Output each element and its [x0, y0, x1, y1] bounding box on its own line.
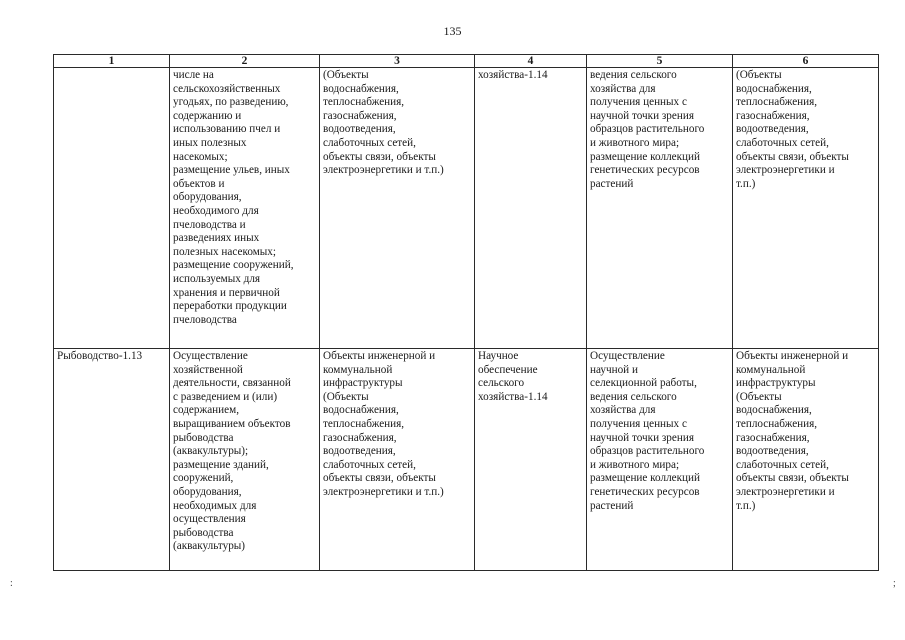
column-header-4: 4 — [475, 55, 587, 68]
column-header-3: 3 — [320, 55, 475, 68]
page-number: 135 — [443, 24, 462, 38]
table-cell-use-description: числе на сельскохозяйственных угодьях, по разведению, содержанию и использованию пчел и иных полезных насекомых; размещение ульев, иных объектов и оборудования, необходимого для пчеловодства и разведениях иных полезных насекомых; размещение сооружений, используемых для хранения и первичной переработки продукции пчеловодства — [170, 68, 320, 349]
column-header-2: 2 — [170, 55, 320, 68]
column-header-5: 5 — [587, 55, 733, 68]
table-cell-conditional-auxiliary-objects: (Объекты водоснабжения, теплоснабжения, газоснабжения, водоотведения, слаботочных сетей, объекты связи, объекты электроэнергетики и т.п.) — [733, 68, 879, 349]
table-cell-use-kind — [54, 68, 170, 349]
table-cell-conditional-use-kind: хозяйства-1.14 — [475, 68, 587, 349]
table-cell-conditional-use-description: ведения сельского хозяйства для получения ценных с научной точки зрения образцов растительного и животного мира; размещение коллекций генетических ресурсов растений — [587, 68, 733, 349]
column-header-6: 6 — [733, 55, 879, 68]
table-cell-conditional-use-kind: Научное обеспечение сельского хозяйства-1.14 — [475, 349, 587, 571]
margin-mark-right: ; — [893, 578, 896, 589]
table-cell-use-kind: Рыбоводство-1.13 — [54, 349, 170, 571]
table-row — [54, 349, 879, 571]
table-cell-conditional-auxiliary-objects: Объекты инженерной и коммунальной инфраструктуры (Объекты водоснабжения, теплоснабжения, газоснабжения, водоотведения, слаботочных сетей, объекты связи, объекты электроэнергетики и т.п.) — [733, 349, 879, 571]
table-header-row — [54, 55, 879, 68]
table-cell-auxiliary-objects: (Объекты водоснабжения, теплоснабжения, газоснабжения, водоотведения, слаботочных сетей, объекты связи, объекты электроэнергетики и т.п.) — [320, 68, 475, 349]
table-row — [54, 68, 879, 349]
column-header-1: 1 — [54, 55, 170, 68]
margin-mark-left: : — [10, 578, 13, 589]
table-cell-conditional-use-description: Осуществление научной и селекционной работы, ведения сельского хозяйства для получения ценных с научной точки зрения образцов растительного и животного мира; размещение коллекций генетических ресурсов растений — [587, 349, 733, 571]
land-use-table — [53, 54, 879, 571]
table-cell-use-description: Осуществление хозяйственной деятельности, связанной с разведением и (или) содержанием, выращиванием объектов рыбоводства (аквакультуры); размещение зданий, сооружений, оборудования, необходимых для осуществления рыбоводства (аквакультуры) — [170, 349, 320, 571]
table-cell-auxiliary-objects: Объекты инженерной и коммунальной инфраструктуры (Объекты водоснабжения, теплоснабжения, газоснабжения, водоотведения, слаботочных сетей, объекты связи, объекты электроэнергетики и т.п.) — [320, 349, 475, 571]
